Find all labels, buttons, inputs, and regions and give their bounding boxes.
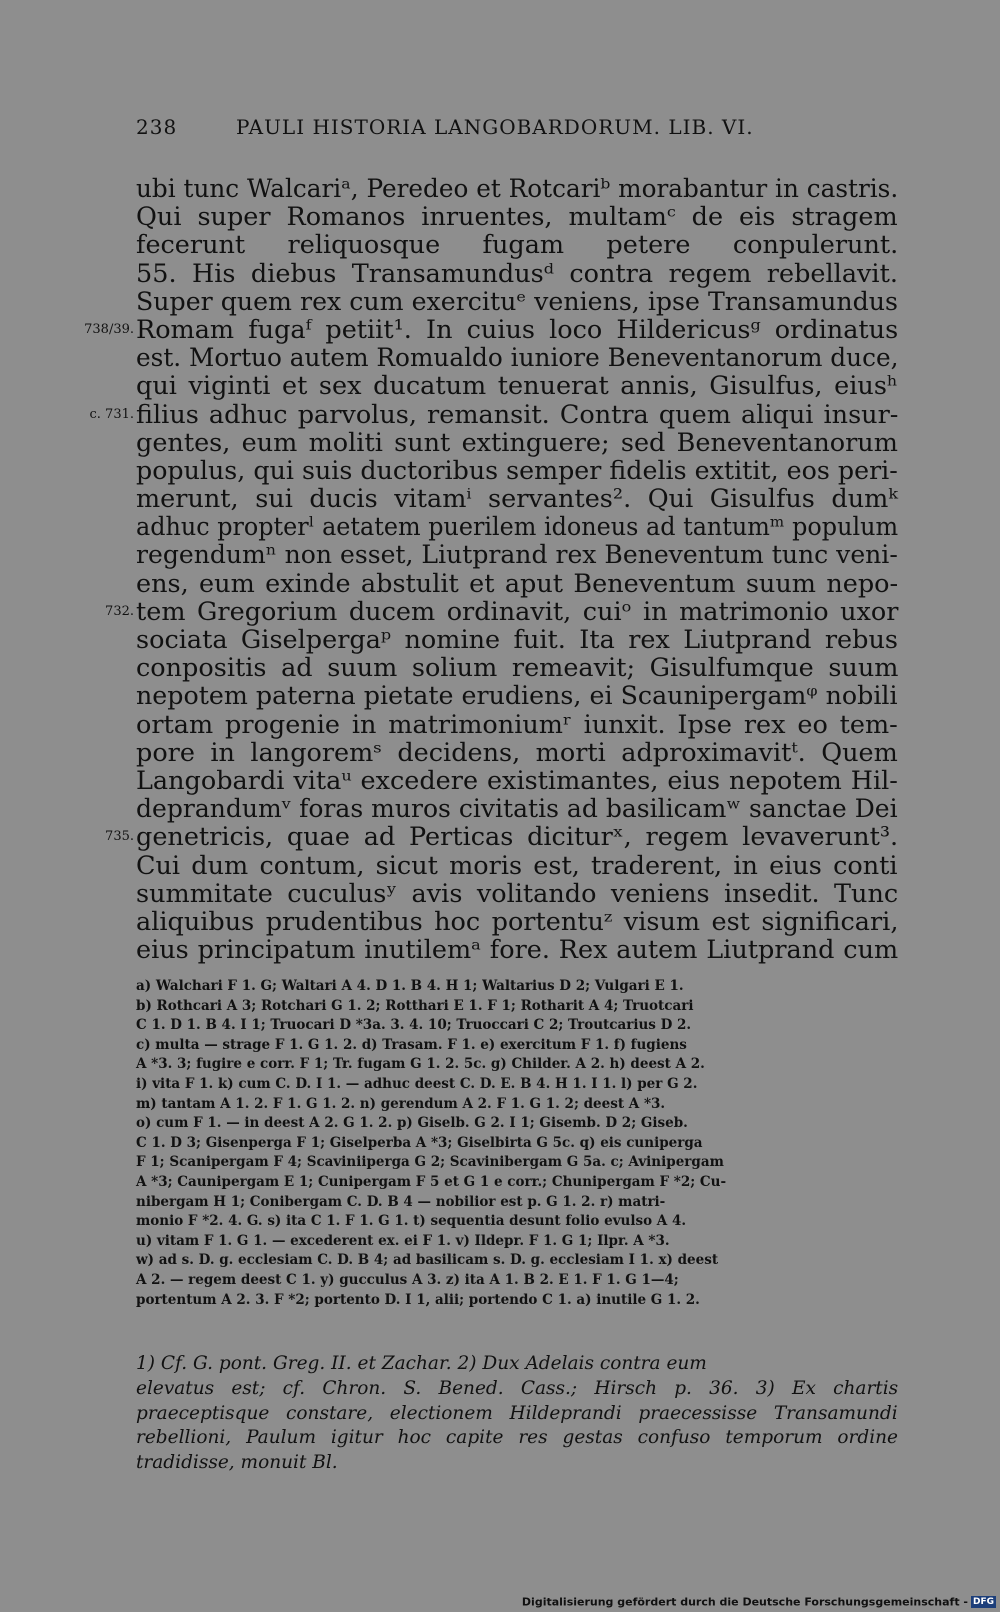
main-text-line: [89, 399, 899, 430]
variant-note-line: [136, 1095, 898, 1115]
variant-note-line: [136, 997, 898, 1017]
variant-note-line: [136, 977, 898, 997]
main-text-line: [136, 767, 898, 795]
variant-note-line-text: A *3; Caunipergam E 1; Cunipergam F 5 et G 1 e corr.; Chunipergam F *2; Cu-: [136, 1173, 727, 1190]
main-text-line-text: Romam fugaᶠ petiit¹. In cuius loco Hildericusᵍ ordinatus: [136, 314, 899, 345]
variant-note-line-text: i) vita F 1. k) cum C. D. I 1. — adhuc deest C. D. E. B 4. H 1. I 1. l) per G 2.: [136, 1075, 698, 1092]
variant-note-line-text: b) Rothcari A 3; Rotchari G 1. 2; Rotthari E 1. F 1; Rotharit A 4; Truotcari: [136, 997, 694, 1014]
main-text-line-text: sociata Giselpergaᵖ nomine fuit. Ita rex Liutprand rebus: [136, 625, 898, 655]
footnote-line-text: 1) Cf. G. pont. Greg. II. et Zachar. 2) Dux Adelais contra eum: [136, 1353, 707, 1374]
main-text-line-text: tem Gregorium ducem ordinavit, cuiᵒ in matrimonio uxor: [136, 596, 899, 627]
variant-note-line: [136, 1153, 898, 1173]
main-text-line-text: genetricis, quae ad Perticas diciturˣ, regem levaverunt³.: [136, 822, 899, 853]
variant-note-line-text: nibergam H 1; Conibergam C. D. B 4 — nobilior est p. G 1. 2. r) matri-: [136, 1193, 666, 1210]
main-text-line-text: regendumⁿ non esset, Liutprand rex Beneventum tunc veni-: [136, 540, 898, 571]
variant-note-line-text: u) vitam F 1. G 1. — excederent ex. ei F 1. v) Ildepr. F 1. G 1; Ilpr. A *3.: [136, 1232, 670, 1249]
main-text-line-text: fecerunt reliquosque fugam petere conpulerunt.: [136, 230, 899, 261]
main-text-line: [136, 260, 898, 288]
main-text-line-text: aliquibus prudentibus hoc portentuᶻ visum est significari,: [136, 906, 899, 937]
main-text-line: [105, 596, 899, 627]
main-text-line-text: gentes, eum moliti sunt extinguere; sed Beneventanorum: [136, 427, 898, 458]
main-text-line: [136, 429, 898, 457]
footnote-line: [136, 1352, 898, 1377]
footnote-line: [136, 1451, 898, 1476]
variant-note-line-text: m) tantam A 1. 2. F 1. G 1. 2. n) gerendum A 2. F 1. G 1. 2; deest A *3.: [136, 1095, 666, 1112]
variant-note-line-text: C 1. D 3; Gisenperga F 1; Giselperba A *3; Giselbirta G 5c. q) eis cuniperga: [136, 1134, 703, 1151]
digitization-footer: [522, 1595, 996, 1610]
variant-note-line: [136, 1036, 898, 1056]
footnote-line: [136, 1402, 898, 1427]
main-text-line: [136, 513, 898, 541]
main-text-line-text: pore in langoremˢ decidens, morti adproximavitᵗ. Quem: [136, 737, 898, 768]
main-text-line: [136, 570, 898, 598]
main-text-line-text: qui viginti et sex ducatum tenuerat annis, Gisulfus, eiusʰ: [136, 371, 898, 402]
main-text-line: [136, 372, 898, 400]
variant-note-line: [136, 1271, 898, 1291]
variant-note-line: [136, 1114, 898, 1134]
main-text-line-text: ens, eum exinde abstulit et aput Beneventum suum nepo-: [136, 568, 899, 599]
variant-note-line: [136, 1055, 898, 1075]
main-text-line: [136, 739, 898, 767]
variant-notes: [136, 977, 898, 1310]
main-text-line: [136, 457, 898, 485]
main-text-line: [136, 880, 898, 908]
variant-note-line: [136, 1173, 898, 1193]
footnote-line-text: tradidisse, monuit Bl.: [136, 1452, 338, 1474]
variant-note-line: [136, 1193, 898, 1213]
main-text: [84, 174, 899, 966]
main-text-line-text: Cui dum contum, sicut moris est, traderent, in eius conti: [136, 850, 898, 881]
main-text-line-text: ubi tunc Walcariᵃ, Peredeo et Rotcariᵇ morabantur in castris.: [136, 174, 899, 204]
main-text-line: [136, 541, 898, 569]
main-text-line-text: Langobardi vitaᵘ excedere existimantes, eius nepotem Hil-: [136, 765, 898, 796]
main-text-line-text: est. Mortuo autem Romualdo iuniore Beneventanorum duce,: [136, 343, 899, 374]
main-text-line-text: ortam progenie in matrimoniumʳ iunxit. Ipse rex eo tem-: [136, 709, 898, 740]
main-text-line: [136, 908, 898, 936]
main-text-line: [136, 344, 898, 372]
main-text-line: [84, 314, 899, 345]
footnotes: [136, 1352, 898, 1476]
margin-date: c. 731.: [89, 406, 134, 422]
main-text-line: [136, 682, 898, 710]
main-text-line-text: populus, qui suis ductoribus semper fidelis extitit, eos peri-: [136, 455, 898, 486]
main-text-line-text: 55. His diebus Transamundusᵈ contra regem rebellavit.: [136, 258, 898, 289]
variant-note-line-text: A 2. — regem deest C 1. y) gucculus A 3. z) ita A 1. B 2. E 1. F 1. G 1—4;: [136, 1271, 679, 1288]
main-text-line: [136, 711, 898, 739]
main-text-line-text: eius principatum inutilemᵃ fore. Rex autem Liutprand cum: [136, 935, 899, 966]
variant-note-line-text: c) multa — strage F 1. G 1. 2. d) Trasam. F 1. e) exercitum F 1. f) fugiens: [136, 1036, 687, 1053]
running-title: PAULI HISTORIA LANGOBARDORUM. LIB. VI.: [236, 115, 754, 139]
main-text-line-text: summitate cuculusʸ avis volitando veniens insedit. Tunc: [136, 878, 899, 909]
main-text-line-text: nepotem paterna pietate erudiens, ei Scaunipergamᵠ nobili: [136, 681, 898, 712]
variant-note-line-text: A *3. 3; fugire e corr. F 1; Tr. fugam G 1. 2. 5c. g) Childer. A 2. h) deest A 2.: [136, 1056, 705, 1073]
main-text-line: [136, 231, 898, 259]
main-text-line: [136, 795, 898, 823]
margin-date: 735.: [105, 829, 134, 845]
main-text-line: [136, 936, 898, 964]
main-text-line-text: Qui super Romanos inruentes, multamᶜ de eis stragem: [136, 202, 898, 233]
main-text-line: [136, 626, 898, 654]
main-text-line-text: adhuc propterˡ aetatem puerilem idoneus ad tantumᵐ populum: [136, 512, 899, 543]
main-text-line-text: conpositis ad suum solium remeavit; Gisulfumque suum: [136, 653, 899, 684]
variant-note-line: [136, 1016, 898, 1036]
dfg-logo: DFG: [972, 1597, 994, 1607]
variant-note-line-text: w) ad s. D. g. ecclesiam C. D. B 4; ad basilicam s. D. g. ecclesiam I 1. x) deest: [136, 1252, 719, 1269]
footnote-line-text: praeceptisque constare, electionem Hildeprandi praecessisse Transamundi: [136, 1402, 898, 1424]
main-text-line: [136, 852, 898, 880]
variant-note-line: [136, 1251, 898, 1271]
footnote-line-text: rebellioni, Paulum igitur hoc capite res gestas confuso temporum ordine: [136, 1427, 899, 1449]
variant-note-line-text: C 1. D 1. B 4. I 1; Truocari D *3a. 3. 4. 10; Truoccari C 2; Troutcarius D 2.: [136, 1017, 692, 1034]
variant-note-line-text: portentum A 2. 3. F *2; portento D. I 1, alii; portendo C 1. a) inutile G 1. 2.: [136, 1291, 700, 1308]
margin-date: 732.: [105, 603, 134, 619]
main-text-line-text: merunt, sui ducis vitamⁱ servantes². Qui Gisulfus dumᵏ: [136, 484, 898, 515]
variant-note-line: [136, 1134, 898, 1154]
variant-note-line: [136, 1291, 898, 1311]
main-text-line: [136, 175, 898, 203]
footnote-line: [136, 1377, 898, 1402]
footnote-line-text: elevatus est; cf. Chron. S. Bened. Cass.; Hirsch p. 36. 3) Ex chartis: [136, 1377, 899, 1399]
page-number: 238: [136, 115, 178, 139]
variant-note-line-text: a) Walchari F 1. G; Waltari A 4. D 1. B 4. H 1; Waltarius D 2; Vulgari E 1.: [136, 978, 684, 994]
variant-note-line: [136, 1075, 898, 1095]
main-text-line: [136, 203, 898, 231]
margin-date: 738/39.: [84, 321, 134, 337]
footnote-line: [136, 1426, 898, 1451]
footer-text: Digitalisierung gefördert durch die Deutsche Forschungsgemeinschaft -: [521, 1595, 968, 1609]
main-text-line-text: deprandumᵛ foras muros civitatis ad basilicamʷ sanctae Dei: [136, 794, 898, 825]
main-text-line: [105, 822, 899, 853]
variant-note-line: [136, 1232, 898, 1252]
main-text-line-text: filius adhuc parvolus, remansit. Contra quem aliqui insur-: [136, 399, 899, 430]
main-text-line-text: Super quem rex cum exercituᵉ veniens, ipse Transamundus: [136, 286, 898, 317]
main-text-line: [136, 288, 898, 316]
variant-note-line-text: o) cum F 1. — in deest A 2. G 1. 2. p) Giselb. G 2. I 1; Gisemb. D 2; Giseb.: [136, 1115, 688, 1132]
main-text-line: [136, 654, 898, 682]
main-text-line: [136, 485, 898, 513]
variant-note-line-text: F 1; Scanipergam F 4; Scaviniiperga G 2; Scavinibergam G 5a. c; Avinipergam: [136, 1154, 724, 1171]
variant-note-line-text: monio F *2. 4. G. s) ita C 1. F 1. G 1. t) sequentia desunt folio evulso A 4.: [136, 1213, 687, 1230]
variant-note-line: [136, 1212, 898, 1232]
